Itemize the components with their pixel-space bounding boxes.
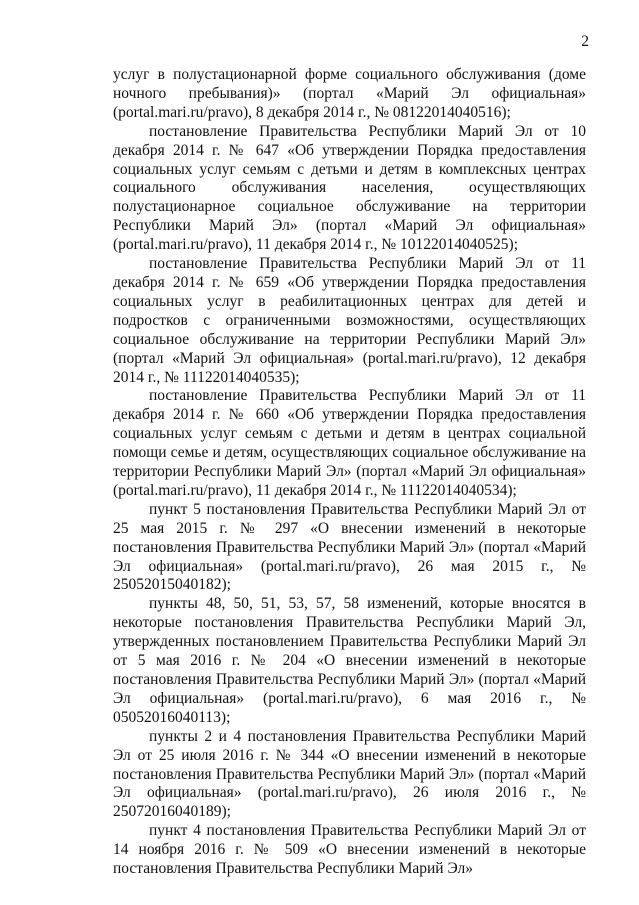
paragraph-3: постановление Правительства Республики Марий Эл от 11 декабря 2014 г. № 659 «Об утверждении Порядка предоставления социальных услуг в реабилитационных центрах для детей и подростков с ограниченными возможностями, осуществляющих социальное обслуживание на территории Республики Марий Эл» (портал «Марий Эл официальная» (portal.mari.ru/pravo), 12 декабря 2014 г., № 11122014040535); <box>113 255 586 386</box>
paragraph-4: постановление Правительства Республики Марий Эл от 11 декабря 2014 г. № 660 «Об утверждении Порядка предоставления социальных услуг семьям с детьми и детям в центрах социальной помощи семье и детям, осуществляющих социальное обслуживание на территории Республики Марий Эл» (портал «Марий Эл официальная» (portal.mari.ru/pravo), 11 декабря 2014 г., № 11122014040534); <box>113 387 586 499</box>
paragraph-5: пункт 5 постановления Правительства Республики Марий Эл от 25 мая 2015 г. № 297 «О внесении изменений в некоторые постановления Правительства Республики Марий Эл» (портал «Марий Эл официальная» (portal.mari.ru/pravo), 26 мая 2015 г., № 25052015040182); <box>113 500 586 594</box>
paragraph-8: пункт 4 постановления Правительства Республики Марий Эл от 14 ноября 2016 г. № 509 «О внесении изменений в некоторые постановления Правительства Республики Марий Эл» <box>113 822 586 878</box>
paragraph-6: пункты 48, 50, 51, 53, 57, 58 изменений, которые вносятся в некоторые постановления Правительства Республики Марий Эл, утвержденных постановлением Правительства Республики Марий Эл от 5 мая 2016 г. № 204 «О внесении изменений в некоторые постановления Правительства Республики Марий Эл» (портал «Марий Эл официальная» (portal.mari.ru/pravo), 6 мая 2016 г., № 05052016040113); <box>113 595 586 726</box>
paragraph-2: постановление Правительства Республики Марий Эл от 10 декабря 2014 г. № 647 «Об утверждении Порядка предоставления социальных услуг семьям с детьми и детям в комплексных центрах социального обслуживания населения, осуществляющих полустационарное социальное обслуживание на территории Республики Марий Эл» (портал «Марий Эл официальная» (portal.mari.ru/pravo), 11 декабря 2014 г., № 10122014040525); <box>113 122 586 254</box>
paragraph-7: пункты 2 и 4 постановления Правительства Республики Марий Эл от 25 июля 2016 г. № 344 «О внесении изменений в некоторые постановления Правительства Республики Марий Эл» (портал «Марий Эл официальная» (portal.mari.ru/pravo), 26 июля 2016 г., № 25072016040189); <box>113 727 586 821</box>
document-body <box>113 66 586 879</box>
paragraph-1: услуг в полустационарной форме социального обслуживания (доме ночного пребывания)» (портал «Марий Эл официальная» (portal.mari.ru/pravo), 8 декабря 2014 г., № 08122014040516); <box>113 66 586 121</box>
page-number: 2 <box>581 33 589 50</box>
